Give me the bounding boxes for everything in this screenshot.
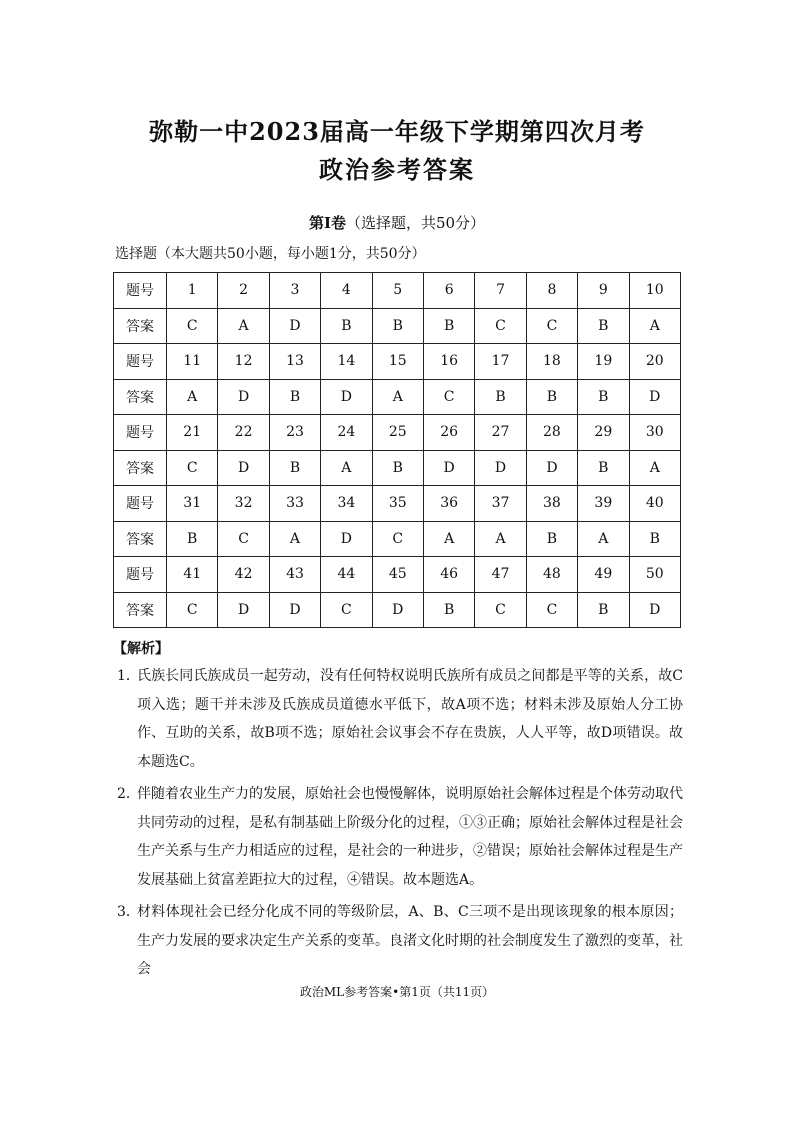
question-number-cell: 35 [372, 486, 423, 522]
analysis-item-number: 1． [117, 668, 140, 684]
question-number-cell: 29 [578, 415, 629, 451]
answer-cell: B [372, 450, 423, 486]
question-number-row [114, 344, 681, 380]
answer-cell: A [269, 521, 320, 557]
answer-cell: B [578, 592, 629, 628]
analysis-list [113, 662, 683, 988]
question-number-cell: 7 [475, 273, 526, 309]
question-number-cell: 18 [526, 344, 577, 380]
answer-cell: C [372, 521, 423, 557]
analysis-item-number: 3． [117, 904, 140, 920]
section-note: （选择题，共50分） [345, 214, 486, 232]
answer-cell: D [218, 450, 269, 486]
question-number-cell: 30 [629, 415, 680, 451]
question-number-row [114, 415, 681, 451]
question-number-cell: 40 [629, 486, 680, 522]
answer-cell: B [372, 308, 423, 344]
answer-row [114, 592, 681, 628]
question-number-cell: 50 [629, 557, 680, 593]
answer-cell: D [218, 379, 269, 415]
question-number-cell: 32 [218, 486, 269, 522]
question-number-cell: 26 [423, 415, 474, 451]
question-number-cell: 41 [167, 557, 218, 593]
question-number-cell: 47 [475, 557, 526, 593]
answer-cell: B [526, 521, 577, 557]
question-number-cell: 10 [629, 273, 680, 309]
row-label: 答案 [114, 379, 167, 415]
answer-cell: B [578, 379, 629, 415]
answer-row [114, 379, 681, 415]
page-subtitle: 政治参考答案 [319, 155, 475, 184]
answer-cell: D [321, 521, 372, 557]
row-label: 题号 [114, 415, 167, 451]
question-number-cell: 39 [578, 486, 629, 522]
answer-cell: A [578, 521, 629, 557]
answer-cell: C [218, 521, 269, 557]
question-number-cell: 33 [269, 486, 320, 522]
question-number-cell: 21 [167, 415, 218, 451]
question-number-cell: 11 [167, 344, 218, 380]
answer-cell: D [629, 592, 680, 628]
question-number-cell: 22 [218, 415, 269, 451]
answer-cell: C [167, 450, 218, 486]
answer-cell: D [372, 592, 423, 628]
question-number-cell: 34 [321, 486, 372, 522]
section-label: 第Ⅰ卷 [308, 214, 346, 232]
answer-cell: D [629, 379, 680, 415]
answer-row [114, 450, 681, 486]
question-number-cell: 16 [423, 344, 474, 380]
answer-cell: D [269, 592, 320, 628]
question-number-cell: 2 [218, 273, 269, 309]
answer-cell: B [578, 450, 629, 486]
question-number-cell: 48 [526, 557, 577, 593]
question-number-cell: 31 [167, 486, 218, 522]
question-number-cell: 43 [269, 557, 320, 593]
answer-cell: C [423, 379, 474, 415]
row-label: 答案 [114, 450, 167, 486]
answer-cell: A [321, 450, 372, 486]
question-number-cell: 37 [475, 486, 526, 522]
question-number-cell: 12 [218, 344, 269, 380]
answer-cell: C [475, 308, 526, 344]
answer-cell: A [167, 379, 218, 415]
analysis-item-text: 材料体现社会已经分化成不同的等级阶层，A、B、C三项不是出现该现象的根本原因；生产力发展的要求决定生产关系的变革。良渚文化时期的社会制度发生了激烈的变革，社会 [137, 904, 683, 977]
question-number-cell: 15 [372, 344, 423, 380]
answer-cell: D [475, 450, 526, 486]
answer-cell: C [167, 308, 218, 344]
question-number-cell: 4 [321, 273, 372, 309]
answer-cell: D [269, 308, 320, 344]
answer-cell: D [321, 379, 372, 415]
question-number-cell: 24 [321, 415, 372, 451]
question-number-cell: 1 [167, 273, 218, 309]
answer-cell: C [167, 592, 218, 628]
table-caption: 选择题（本大题共50小题，每小题1分，共50分） [115, 246, 426, 262]
question-number-cell: 45 [372, 557, 423, 593]
answer-cell: A [423, 521, 474, 557]
answer-cell: B [629, 521, 680, 557]
answer-cell: D [218, 592, 269, 628]
analysis-item [113, 662, 683, 776]
question-number-cell: 13 [269, 344, 320, 380]
question-number-cell: 9 [578, 273, 629, 309]
answer-cell: B [269, 450, 320, 486]
analysis-item-number: 2． [117, 786, 140, 802]
question-number-row [114, 273, 681, 309]
question-number-cell: 6 [423, 273, 474, 309]
question-number-cell: 3 [269, 273, 320, 309]
question-number-cell: 14 [321, 344, 372, 380]
row-label: 题号 [114, 486, 167, 522]
answer-cell: C [321, 592, 372, 628]
answer-cell: C [526, 592, 577, 628]
answer-cell: B [321, 308, 372, 344]
page-title: 弥勒一中2023届高一年级下学期第四次月考 [149, 117, 645, 146]
answer-cell: B [167, 521, 218, 557]
answer-cell: D [526, 450, 577, 486]
question-number-row [114, 557, 681, 593]
question-number-cell: 20 [629, 344, 680, 380]
question-number-cell: 44 [321, 557, 372, 593]
answer-table [113, 272, 681, 628]
answer-cell: A [629, 450, 680, 486]
answer-cell: D [423, 450, 474, 486]
answer-row [114, 308, 681, 344]
analysis-item [113, 898, 683, 984]
answer-cell: A [629, 308, 680, 344]
row-label: 题号 [114, 344, 167, 380]
row-label: 答案 [114, 308, 167, 344]
answer-cell: C [475, 592, 526, 628]
answer-cell: B [526, 379, 577, 415]
question-number-cell: 38 [526, 486, 577, 522]
row-label: 答案 [114, 592, 167, 628]
question-number-cell: 25 [372, 415, 423, 451]
answer-cell: A [475, 521, 526, 557]
question-number-cell: 5 [372, 273, 423, 309]
answer-cell: A [218, 308, 269, 344]
answer-cell: B [578, 308, 629, 344]
answer-cell: C [526, 308, 577, 344]
section-heading [0, 212, 794, 233]
answer-cell: A [372, 379, 423, 415]
question-number-cell: 17 [475, 344, 526, 380]
analysis-item-text: 氏族长同氏族成员一起劳动，没有任何特权说明氏族所有成员之间都是平等的关系，故C项入选；题干并未涉及氏族成员道德水平低下，故A项不选；材料未涉及原始人分工协作、互助的关系，故B项不选；原始社会议事会不存在贵族，人人平等，故D项错误。故本题选C。 [137, 668, 683, 770]
answer-row [114, 521, 681, 557]
answer-cell: B [269, 379, 320, 415]
question-number-cell: 42 [218, 557, 269, 593]
question-number-cell: 19 [578, 344, 629, 380]
question-number-row [114, 486, 681, 522]
question-number-cell: 36 [423, 486, 474, 522]
row-label: 题号 [114, 557, 167, 593]
question-number-cell: 23 [269, 415, 320, 451]
answer-cell: B [423, 308, 474, 344]
analysis-label: 【解析】 [113, 641, 169, 657]
question-number-cell: 28 [526, 415, 577, 451]
question-number-cell: 46 [423, 557, 474, 593]
question-number-cell: 27 [475, 415, 526, 451]
analysis-item-text: 伴随着农业生产力的发展，原始社会也慢慢解体，说明原始社会解体过程是个体劳动取代共同劳动的过程，是私有制基础上阶级分化的过程，①③正确；原始社会解体过程是社会生产关系与生产力相适应的过程，是社会的一种进步，②错误；原始社会解体过程是生产发展基础上贫富差距拉大的过程，④错误。故本题选A。 [137, 786, 683, 888]
question-number-cell: 49 [578, 557, 629, 593]
analysis-item [113, 780, 683, 894]
answer-cell: B [475, 379, 526, 415]
row-label: 答案 [114, 521, 167, 557]
page-footer: 政治ML参考答案•第1页（共11页） [299, 985, 495, 999]
answer-cell: B [423, 592, 474, 628]
question-number-cell: 8 [526, 273, 577, 309]
row-label: 题号 [114, 273, 167, 309]
